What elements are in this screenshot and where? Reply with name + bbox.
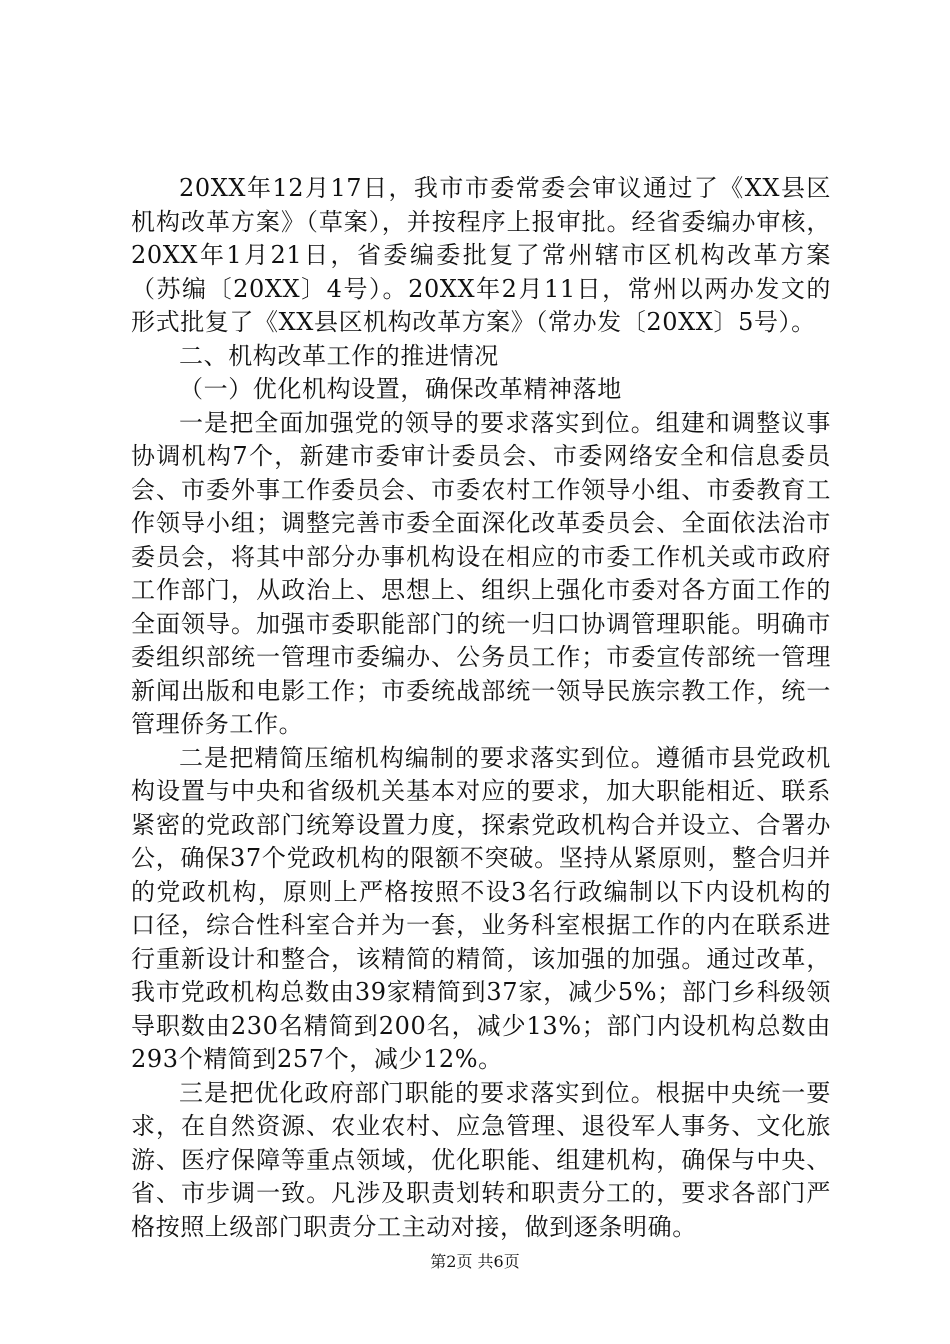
paragraph-streamlining: 二是把精简压缩机构编制的要求落实到位。遵循市县党政机构设置与中央和省级机关基本对应的要求，加大职能相近、联系紧密的党政部门统筹设置力度，探索党政机构合并设立、合署办公，确保37个党政机构的限额不突破。坚持从紧原则，整合归并的党政机构，原则上严格按照不设3名行政编制以下内设机构的口径，综合性科室合并为一套，业务科室根据工作的内在联系进行重新设计和整合，该精简的精简，该加强的加强。通过改革，我市党政机构总数由39家精简到37家，减少5%；部门乡科级领导职数由230名精简到200名，减少13%；部门内设机构总数由293个精简到257个，减少12%。 (131, 743, 831, 1073)
paragraph-approval: 20XX年12月17日，我市市委常委会审议通过了《XX县区机构改革方案》（草案），并按程序上报审批。经省委编办审核，20XX年1月21日，省委编委批复了常州辖市区机构改革方案（苏编〔20XX〕4号）。20XX年2月11日，常州以两办发文的形式批复了《XX县区机构改革方案》（常办发〔20XX〕5号）。 (131, 174, 831, 336)
paragraph-party-leadership: 一是把全面加强党的领导的要求落实到位。组建和调整议事协调机构7个，新建市委审计委员会、市委网络安全和信息委员会、市委外事工作委员会、市委农村工作领导小组、市委教育工作领导小组；调整完善市委全面深化改革委员会、全面依法治市委员会，将其中部分办事机构设在相应的市委工作机关或市政府工作部门，从政治上、思想上、组织上强化市委对各方面工作的全面领导。加强市委职能部门的统一归口协调管理职能。明确市委组织部统一管理市委编办、公务员工作；市委宣传部统一管理新闻出版和电影工作；市委统战部统一领导民族宗教工作，统一管理侨务工作。 (131, 408, 831, 738)
paragraph-government-functions: 三是把优化政府部门职能的要求落实到位。根据中央统一要求，在自然资源、农业农村、应急管理、退役军人事务、文化旅游、医疗保障等重点领域，优化职能、组建机构，确保与中央、省、市步调一致。凡涉及职责划转和职责分工的，要求各部门严格按照上级部门职责分工主动对接，做到逐条明确。 (131, 1078, 831, 1241)
page-number-footer: 第2页 共6页 (430, 1252, 520, 1271)
subsection-heading: （一）优化机构设置，确保改革精神落地 (179, 375, 622, 403)
document-body (131, 172, 831, 1244)
section-heading: 二、机构改革工作的推进情况 (179, 341, 499, 370)
